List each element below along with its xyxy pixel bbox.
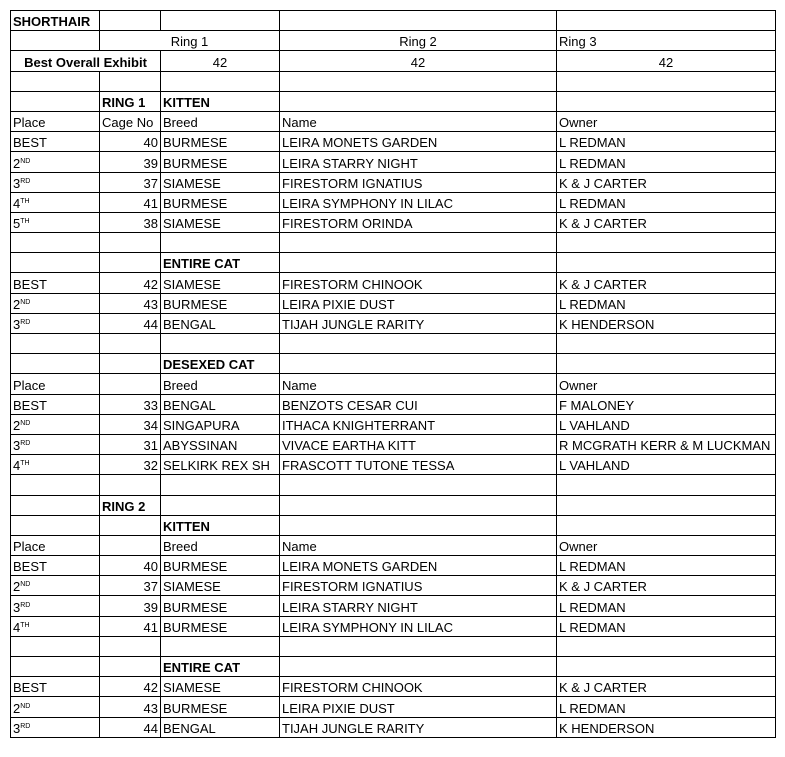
breed-cell: ABYSSINAN <box>161 434 280 454</box>
breed-header: Breed <box>161 111 280 131</box>
place-cell <box>11 677 100 697</box>
section-title-row <box>11 91 776 111</box>
cage-no-cell: 40 <box>100 132 161 152</box>
place-cell <box>11 455 100 475</box>
name-cell: LEIRA PIXIE DUST <box>280 697 557 717</box>
cage-no-cell: 32 <box>100 455 161 475</box>
name-cell: LEIRA MONETS GARDEN <box>280 556 557 576</box>
table-row <box>11 212 776 232</box>
place-value: 2 <box>13 417 21 433</box>
name-cell: ITHACA KNIGHTERRANT <box>280 414 557 434</box>
owner-cell: L REDMAN <box>557 152 776 172</box>
place-cell <box>11 576 100 596</box>
ring-title-row <box>11 495 776 515</box>
table-row <box>11 616 776 636</box>
owner-cell: L REDMAN <box>557 596 776 616</box>
place-value: 3 <box>13 599 21 615</box>
name-header: Name <box>280 535 557 555</box>
section-title: ENTIRE CAT <box>161 657 280 677</box>
place-suffix: ND <box>20 298 31 306</box>
place-cell <box>11 132 100 152</box>
ring-2-header: Ring 2 <box>280 31 557 51</box>
place-suffix: RD <box>20 319 31 326</box>
column-header-row <box>11 111 776 131</box>
place-cell <box>11 394 100 414</box>
section-title-row <box>11 657 776 677</box>
place-value: 2 <box>13 700 21 716</box>
name-cell: LEIRA STARRY NIGHT <box>280 596 557 616</box>
place-value: 3 <box>13 317 21 332</box>
owner-cell: L REDMAN <box>557 556 776 576</box>
name-cell: LEIRA PIXIE DUST <box>280 293 557 313</box>
name-cell: BENZOTS CESAR CUI <box>280 394 557 414</box>
owner-cell: L REDMAN <box>557 192 776 212</box>
blank-row <box>11 475 776 495</box>
name-cell: LEIRA SYMPHONY IN LILAC <box>280 616 557 636</box>
table-row <box>11 313 776 333</box>
place-suffix: RD <box>20 440 31 448</box>
name-cell: FIRESTORM CHINOOK <box>280 677 557 697</box>
place-cell <box>11 434 100 454</box>
cage-no-cell: 37 <box>100 172 161 192</box>
place-value: 3 <box>13 175 21 191</box>
table-row <box>11 576 776 596</box>
breed-cell: BURMESE <box>161 616 280 636</box>
cage-no-cell: 42 <box>100 677 161 697</box>
breed-cell: BENGAL <box>161 313 280 333</box>
breed-cell: BURMESE <box>161 132 280 152</box>
sheet-title: SHORTHAIR <box>11 11 100 31</box>
breed-cell: SELKIRK REX SH <box>161 455 280 475</box>
name-cell: FRASCOTT TUTONE TESSA <box>280 455 557 475</box>
cage-no-cell: 34 <box>100 414 161 434</box>
place-suffix: ND <box>20 157 31 165</box>
place-value: 5 <box>13 216 21 232</box>
owner-header: Owner <box>557 374 776 394</box>
place-suffix: RD <box>20 601 31 609</box>
name-header: Name <box>280 111 557 131</box>
place-suffix: RD <box>20 722 31 730</box>
breed-cell: BURMESE <box>161 596 280 616</box>
ring-title: RING 2 <box>100 495 161 515</box>
column-header-row <box>11 535 776 555</box>
breed-cell: SIAMESE <box>161 212 280 232</box>
name-cell: TIJAH JUNGLE RARITY <box>280 313 557 333</box>
ring-title: RING 1 <box>100 91 161 111</box>
name-cell: LEIRA STARRY NIGHT <box>280 152 557 172</box>
place-suffix: ND <box>20 419 31 427</box>
place-value: 3 <box>13 720 21 736</box>
section-title: KITTEN <box>161 515 280 535</box>
place-value: 2 <box>13 579 21 595</box>
breed-cell: BURMESE <box>161 293 280 313</box>
table-row <box>11 697 776 717</box>
cage-no-cell: 31 <box>100 434 161 454</box>
owner-cell: L REDMAN <box>557 293 776 313</box>
table-row <box>11 455 776 475</box>
breed-cell: BURMESE <box>161 192 280 212</box>
ring-3-header: Ring 3 <box>557 31 776 51</box>
place-cell <box>11 172 100 192</box>
cage-no-cell: 41 <box>100 192 161 212</box>
breed-header: Breed <box>161 374 280 394</box>
blank-row <box>11 233 776 253</box>
breed-cell: BENGAL <box>161 394 280 414</box>
table-row <box>11 132 776 152</box>
breed-cell: BENGAL <box>161 717 280 737</box>
blank-row <box>11 71 776 91</box>
place-cell <box>11 596 100 616</box>
owner-cell: R MCGRATH KERR & M LUCKMAN <box>557 434 776 454</box>
place-cell <box>11 556 100 576</box>
place-cell <box>11 313 100 333</box>
section-title-row <box>11 253 776 273</box>
breed-cell: SIAMESE <box>161 273 280 293</box>
cage-no-cell: 40 <box>100 556 161 576</box>
name-cell: LEIRA MONETS GARDEN <box>280 132 557 152</box>
place-cell <box>11 273 100 293</box>
owner-cell: L REDMAN <box>557 132 776 152</box>
cage-no-cell: 37 <box>100 576 161 596</box>
breed-cell: SINGAPURA <box>161 414 280 434</box>
table-row <box>11 717 776 737</box>
table-row <box>11 293 776 313</box>
owner-header: Owner <box>557 535 776 555</box>
place-cell <box>11 697 100 717</box>
table-row <box>11 273 776 293</box>
blank-row <box>11 334 776 354</box>
owner-cell: L REDMAN <box>557 697 776 717</box>
owner-cell: K & J CARTER <box>557 576 776 596</box>
table-row <box>11 152 776 172</box>
place-value: 4 <box>13 195 21 211</box>
name-cell: FIRESTORM IGNATIUS <box>280 576 557 596</box>
place-suffix: TH <box>20 197 30 205</box>
place-suffix: ND <box>20 581 31 589</box>
results-sheet <box>10 10 776 738</box>
breed-cell: BURMESE <box>161 697 280 717</box>
owner-cell: K HENDERSON <box>557 313 776 333</box>
place-suffix: TH <box>20 621 30 629</box>
cage-no-cell: 41 <box>100 616 161 636</box>
table-row <box>11 192 776 212</box>
name-cell: FIRESTORM IGNATIUS <box>280 172 557 192</box>
column-header-row <box>11 374 776 394</box>
name-cell: TIJAH JUNGLE RARITY <box>280 717 557 737</box>
best-overall-ring-1: 42 <box>161 51 280 71</box>
table-row <box>11 434 776 454</box>
cage-no-cell: 33 <box>100 394 161 414</box>
blank-row <box>11 636 776 656</box>
owner-cell: K HENDERSON <box>557 717 776 737</box>
place-suffix: RD <box>20 177 31 185</box>
place-header: Place <box>11 535 100 555</box>
table-row <box>11 596 776 616</box>
place-cell <box>11 152 100 172</box>
rings-header-row <box>11 31 776 51</box>
place-header: Place <box>11 111 100 131</box>
section-title-row <box>11 515 776 535</box>
ring-1-header: Ring 1 <box>100 31 280 51</box>
table-row <box>11 414 776 434</box>
cage-no-header: Cage No <box>100 111 161 131</box>
name-cell: LEIRA SYMPHONY IN LILAC <box>280 192 557 212</box>
best-overall-ring-2: 42 <box>280 51 557 71</box>
place-value: 3 <box>13 438 21 454</box>
section-title-row <box>11 354 776 374</box>
place-cell <box>11 717 100 737</box>
section-title: KITTEN <box>161 91 280 111</box>
owner-cell: L VAHLAND <box>557 455 776 475</box>
owner-cell: L REDMAN <box>557 616 776 636</box>
name-cell: VIVACE EARTHA KITT <box>280 434 557 454</box>
cage-no-cell: 39 <box>100 152 161 172</box>
best-overall-row <box>11 51 776 71</box>
name-cell: FIRESTORM CHINOOK <box>280 273 557 293</box>
owner-header: Owner <box>557 111 776 131</box>
place-value: 4 <box>13 619 21 635</box>
table-row <box>11 172 776 192</box>
breed-header: Breed <box>161 535 280 555</box>
cage-no-cell: 39 <box>100 596 161 616</box>
table-row <box>11 394 776 414</box>
breed-cell: SIAMESE <box>161 677 280 697</box>
cage-no-cell: 43 <box>100 293 161 313</box>
cage-no-cell: 44 <box>100 717 161 737</box>
owner-cell: K & J CARTER <box>557 212 776 232</box>
cage-no-cell: 42 <box>100 273 161 293</box>
owner-cell: L VAHLAND <box>557 414 776 434</box>
place-value: 2 <box>13 155 21 171</box>
place-suffix: TH <box>20 218 30 226</box>
best-overall-ring-3: 42 <box>557 51 776 71</box>
breed-cell: SIAMESE <box>161 576 280 596</box>
owner-cell: F MALONEY <box>557 394 776 414</box>
section-title: ENTIRE CAT <box>161 253 280 273</box>
table-row <box>11 677 776 697</box>
place-suffix: ND <box>20 702 31 710</box>
name-header: Name <box>280 374 557 394</box>
sheet-title-row <box>11 11 776 31</box>
place-cell <box>11 212 100 232</box>
place-value: BEST <box>13 135 47 151</box>
place-value: BEST <box>13 680 47 696</box>
breed-cell: BURMESE <box>161 152 280 172</box>
place-value: 2 <box>13 296 21 312</box>
place-value: BEST <box>13 397 47 413</box>
breed-cell: SIAMESE <box>161 172 280 192</box>
place-value: BEST <box>13 559 47 575</box>
owner-cell: K & J CARTER <box>557 273 776 293</box>
place-cell <box>11 293 100 313</box>
cage-no-cell: 38 <box>100 212 161 232</box>
cage-no-cell: 43 <box>100 697 161 717</box>
place-value: BEST <box>13 276 47 292</box>
place-cell <box>11 414 100 434</box>
breed-cell: BURMESE <box>161 556 280 576</box>
table-row <box>11 556 776 576</box>
section-title: DESEXED CAT <box>161 354 280 374</box>
place-suffix: TH <box>20 460 30 468</box>
name-cell: FIRESTORM ORINDA <box>280 212 557 232</box>
best-overall-label: Best Overall Exhibit <box>11 51 161 71</box>
cage-no-cell: 44 <box>100 313 161 333</box>
owner-cell: K & J CARTER <box>557 677 776 697</box>
place-header: Place <box>11 374 100 394</box>
place-value: 4 <box>13 458 21 474</box>
place-cell <box>11 616 100 636</box>
place-cell <box>11 192 100 212</box>
owner-cell: K & J CARTER <box>557 172 776 192</box>
